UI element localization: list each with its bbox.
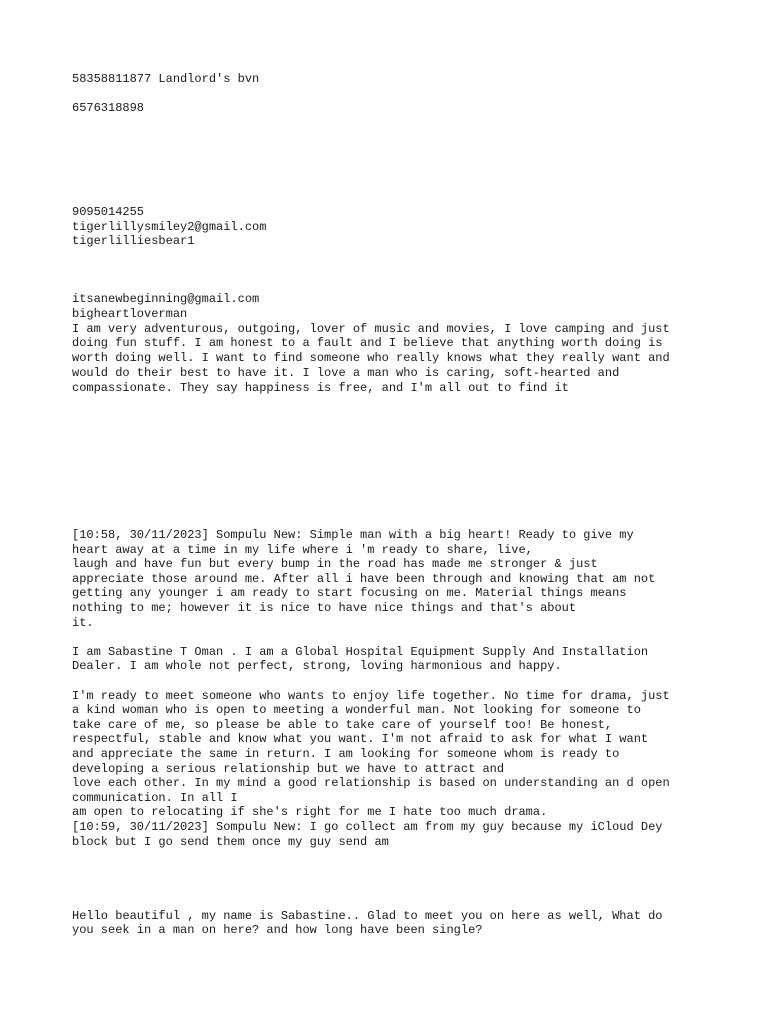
text-line: 58358811877 Landlord's bvn bbox=[72, 72, 260, 86]
text-line: am open to relocating if she's right for me I hate too much drama. bbox=[72, 805, 548, 819]
text-line: [10:58, 30/11/2023] Sompulu New: Simple man with a big heart! Ready to give my bbox=[72, 528, 634, 542]
text-line: I am Sabastine T Oman . I am a Global Hospital Equipment Supply And Installation bbox=[72, 644, 649, 659]
text-line: Dealer. I am whole not perfect, strong, loving harmonious and happy. bbox=[72, 659, 562, 673]
text-line: compassionate. They say happiness is free, and I'm all out to find it bbox=[72, 380, 569, 395]
text-line: tigerlillysmiley2@gmail.com bbox=[72, 219, 267, 234]
text-line: appreciate those around me. After all i have been through and knowing that am not bbox=[72, 571, 656, 586]
text-line: I am very adventurous, outgoing, lover of music and movies, I love camping and just bbox=[72, 321, 670, 336]
text-line: 6576318898 bbox=[72, 101, 145, 115]
text-line: heart away at a time in my life where i 'm ready to share, live, bbox=[72, 542, 533, 557]
text-line: 9095014255 bbox=[72, 205, 145, 219]
text-line: take care of me, so please be able to take care of yourself too! Be honest, bbox=[72, 717, 613, 732]
text-line: you seek in a man on here? and how long have been single? bbox=[72, 923, 483, 937]
text-line: I'm ready to meet someone who wants to enjoy life together. No time for drama, just bbox=[72, 688, 670, 703]
text-line: block but I go send them once my guy send am bbox=[72, 834, 389, 849]
text-line: would do their best to have it. I love a man who is caring, soft-hearted and bbox=[72, 366, 620, 380]
text-line: a kind woman who is open to meeting a wonderful man. Not looking for someone to bbox=[72, 703, 641, 717]
text-line: and appreciate the same in return. I am looking for someone whom is ready to bbox=[72, 746, 620, 761]
text-line: itsanewbeginning@gmail.com bbox=[72, 292, 260, 306]
text-line: respectful, stable and know what you want. I'm not afraid to ask for what I want bbox=[72, 732, 649, 746]
text-line: getting any younger i am ready to start focusing on me. Material things means bbox=[72, 586, 627, 600]
text-line: it. bbox=[72, 615, 94, 630]
text-line: worth doing well. I want to find someone who really knows what they really want and bbox=[72, 351, 670, 365]
text-line: laugh and have fun but every bump in the road has made me stronger & just bbox=[72, 557, 598, 571]
text-line: [10:59, 30/11/2023] Sompulu New: I go collect am from my guy because my iCloud Dey bbox=[72, 820, 663, 834]
text-line: communication. In all I bbox=[72, 790, 238, 805]
text-line: developing a serious relationship but we have to attract and bbox=[72, 761, 505, 776]
text-line: doing fun stuff. I am honest to a fault and I believe that anything worth doing is bbox=[72, 336, 663, 350]
text-line: nothing to me; however it is nice to have nice things and that's about bbox=[72, 601, 577, 615]
text-line: tigerlilliesbear1 bbox=[72, 234, 195, 248]
text-line: bigheartloverman bbox=[72, 307, 188, 321]
text-line: Hello beautiful , my name is Sabastine.. Glad to meet you on here as well, What do bbox=[72, 908, 663, 923]
text-line: love each other. In my mind a good relationship is based on understanding an d open bbox=[72, 776, 670, 790]
